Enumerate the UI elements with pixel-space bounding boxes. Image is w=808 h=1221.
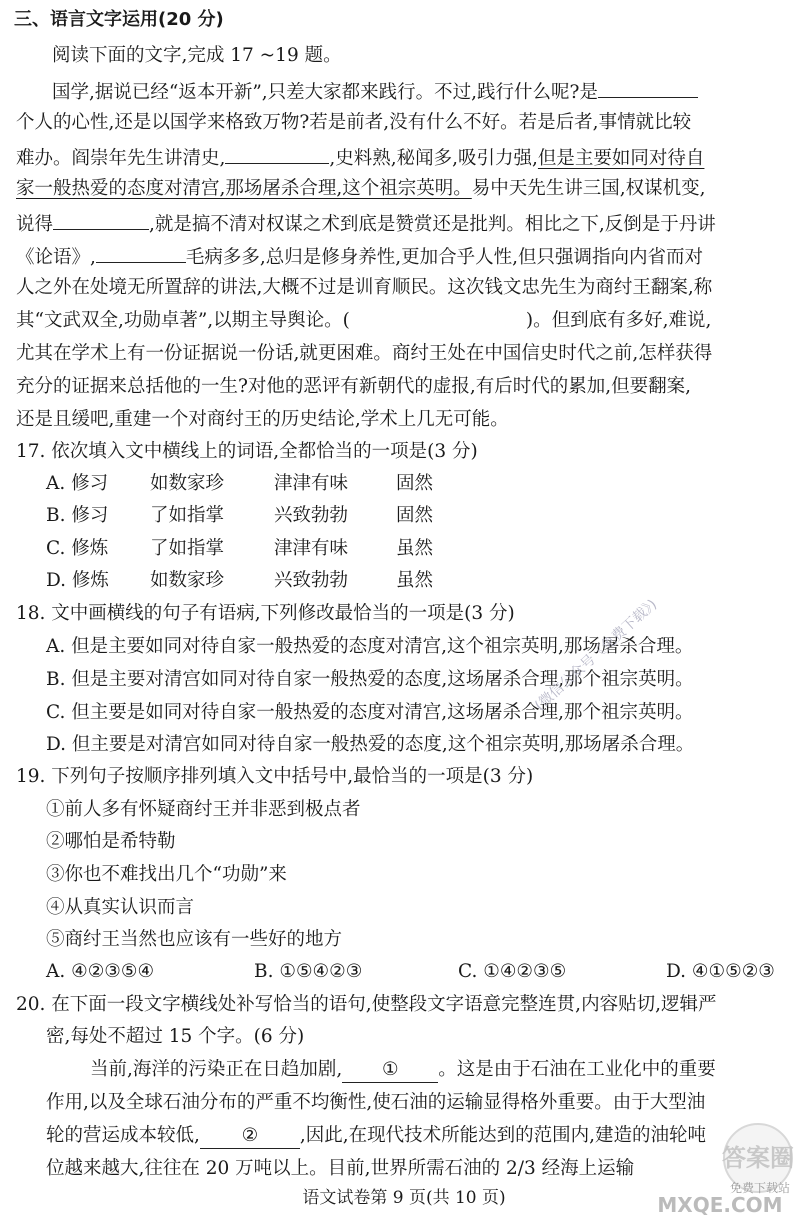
q19-option-d[interactable]: D. ④①⑤②③: [666, 961, 775, 982]
fill-blank: [53, 208, 149, 230]
passage-line: 难办。阎崇年先生讲清史, ,史料熟,秘闻多,吸引力强,但是主要如同对待自: [16, 142, 704, 170]
passage-line: 家一般热爱的态度对清宫,那场屠杀合理,这个祖宗英明。易中天先生讲三国,权谋机变,: [16, 178, 706, 199]
passage-line: 还是且缓吧,重建一个对商纣王的历史结论,学术上几无可能。: [16, 409, 509, 430]
q20-blank-2[interactable]: ②: [200, 1124, 300, 1149]
q20-passage-line: 位越来越大,往往在 20 万吨以上。目前,世界所需石油的 2/3 经海上运输: [46, 1158, 635, 1179]
site-logo: [640, 1118, 800, 1218]
q20-passage-line: 作用,以及全球石油分布的严重不均衡性,使石油的运输显得格外重要。由于大型油: [46, 1092, 706, 1113]
logo-title: 答案圈: [722, 1144, 794, 1172]
underlined-sentence: 但是主要如同对待自: [537, 148, 705, 169]
watermark-text: (微信公众号《免费下载》): [532, 596, 661, 715]
q19-sentence-5: ⑤商纣王当然也应该有一些好的地方: [46, 929, 343, 950]
q18-option-c[interactable]: C. 但主要是如同对待自家一般热爱的态度对清宫,这场屠杀合理,那个祖宗英明。: [46, 702, 694, 723]
passage-line: 人之外在处境无所置辞的讲法,大概不过是训育顺民。这次钱文忠先生为商纣王翻案,称: [16, 277, 713, 298]
q19-sentence-2: ②哪怕是希特勒: [46, 831, 176, 852]
q20-passage-line: 轮的营运成本较低, ② ,因此,在现代技术所能达到的范围内,建造的油轮吨: [46, 1122, 706, 1150]
passage-line: 其“文武双全,功勋卓著”,以期主导舆论。( )。但到底有多好,难说,: [16, 310, 712, 331]
passage-line: 说得 ,就是搞不清对权谋之术到底是赞赏还是批判。相比之下,反倒是于丹讲: [16, 208, 716, 236]
passage-line: 个人的心性,还是以国学来格致万物?若是前者,没有什么不好。若是后者,事情就比较: [16, 112, 692, 133]
passage-line: 国学,据说已经“返本开新”,只差大家都来践行。不过,践行什么呢?是: [52, 76, 698, 104]
passage-line: 尤其在学术上有一份证据说一份话,就更困难。商纣王处在中国信史时代之前,怎样获得: [16, 343, 713, 364]
question-17-stem: 17. 依次填入文中横线上的词语,全都恰当的一项是(3 分): [16, 441, 478, 462]
q19-sentence-3: ③你也不难找出几个“功勋”来: [46, 864, 287, 885]
question-20-stem-cont: 密,每处不超过 15 个字。(6 分): [46, 1026, 305, 1047]
passage-intro: 阅读下面的文字,完成 17 ~19 题。: [52, 45, 342, 66]
question-19-stem: 19. 下列句子按顺序排列填入文中括号中,最恰当的一项是(3 分): [16, 766, 534, 787]
underlined-sentence: 家一般热爱的态度对清宫,那场屠杀合理,这个祖宗英明。: [16, 178, 472, 199]
q18-option-a[interactable]: A. 但是主要如同对待自家一般热爱的态度对清宫,这个祖宗英明,那场屠杀合理。: [46, 636, 694, 657]
q18-option-b[interactable]: B. 但是主要对清宫如同对待自家一般热爱的态度,这场屠杀合理,那个祖宗英明。: [46, 669, 694, 690]
fill-blank: [96, 241, 186, 263]
q19-option-b[interactable]: B. ①⑤④②③: [254, 961, 363, 982]
q19-sentence-4: ④从真实认识而言: [46, 897, 195, 918]
q19-option-c[interactable]: C. ①④②③⑤: [458, 961, 567, 982]
page-footer: 语文试卷第 9 页(共 10 页): [302, 1188, 506, 1208]
fill-blank: [598, 76, 698, 98]
passage-line: 充分的证据来总括他的一生?对他的恶评有新朝代的虚报,有后时代的累加,但要翻案,: [16, 376, 692, 397]
passage-line: 《论语》, 毛病多多,总归是修身养性,更加合乎人性,但只强调指向内省而对: [16, 241, 703, 269]
q20-passage-line: 当前,海洋的污染正在日趋加剧, ① 。这是由于石油在工业化中的重要: [90, 1056, 716, 1084]
question-20-stem: 20. 在下面一段文字横线处补写恰当的语句,使整段文字语意完整连贯,内容贴切,逻辑严: [16, 994, 717, 1015]
section-title: 三、语言文字运用(20 分): [14, 9, 224, 30]
q19-option-a[interactable]: A. ④②③⑤④: [46, 961, 155, 982]
exam-page: 三、语言文字运用(20 分) 阅读下面的文字,完成 17 ~19 题。 国学,据说已经“返本开新”,只差大家都来践行。不过,践行什么呢?是 个人的心性,还是以国学来格致万物?若是前者,没有什么不好。若是后者,事情就比较 难办。阎崇年先生讲清史, ,史料熟,秘闻多,吸引力强,但是主要如同对待自 家一般热爱的态度对清宫,那场屠杀合理,这个祖宗英明。易中天先生讲三国,权谋机变, 说得 ,就是搞不清对权谋之术到底是赞赏还是批判。相比之下,反倒是于丹讲 《论语》, 毛病多多,总归是修身养性,更加合乎人性,但只强调指向内省而对 人之外在处境无所置辞的讲法,大概不过是训育顺民。这次钱文忠先生为商纣王翻案,称 其“文武双全,功勋卓著”,以期主导舆论。( )。但到底有多好,难说, 尤其在学术上有一份证据说一份话,就更困难。商纣王处在中国信史时代之前,怎样获得 充分的证据来总括他的一生?对他的恶评有新朝代的虚报,有后时代的累加,但要翻案, 还是且缓吧,重建一个对商纣王的历史结论,学术上几无可能。 17. 依次填入文中横线上的词语,全都恰当的一项是(3 分) A. 修习 如数家珍 津津有味 固然 B. 修习 了如指掌 兴致勃勃 固然 C. 修炼 了如指掌 津津有味 虽然 D. 修炼 如数家珍 兴致勃勃 虽然 18. 文中画横线的句子有语病,下列修改最恰当的一项是(3 分) A. 但是主要如同对待自家一般热爱的态度对清宫,这个祖宗英明,那场屠杀合理。 B. 但是主要对清宫如同对待自家一般热爱的态度,这场屠杀合理,那个祖宗英明。 C. 但主要是如同对待自家一般热爱的态度对清宫,这场屠杀合理,那个祖宗英明。 D. 但主要是对清宫如同对待自家一般热爱的态度,这个祖宗英明,那场屠杀合理。 19. 下列句子按顺序排列填入文中括号中,最恰当的一项是(3 分) ①前人多有怀疑商纣王并非恶到极点者 ②哪怕是希特勒 ③你也不难找出几个“功勋”来 ④从真实认识而言 ⑤商纣王当然也应该有一些好的地方 A. ④②③⑤④ B. ①⑤④②③ C. ①④②③⑤ D. ④①⑤②③ 20. 在下面一段文字横线处补写恰当的语句,使整段文字语意完整连贯,内容贴切,逻辑严 密,每处不超过 15 个字。(6 分) 当前,海洋的污染正在日趋加剧, ① 。这是由于石油在工业化中的重要 作用,以及全球石油分布的严重不均衡性,使石油的运输显得格外重要。由于大型油 轮的营运成本较低, ② ,因此,在现代技术所能达到的范围内,建造的油轮吨 位越来越大,往往在 20 万吨以上。目前,世界所需石油的 2/3 经海上运输 语文试卷第 9 页(共 10 页) (微信公众号《免费下载》) 答案圈 免费下载站 MXQE.COM: [0, 0, 808, 1221]
q20-blank-1[interactable]: ①: [342, 1058, 438, 1083]
q19-sentence-1: ①前人多有怀疑商纣王并非恶到极点者: [46, 799, 361, 820]
q18-option-d[interactable]: D. 但主要是对清宫如同对待自家一般热爱的态度,这个祖宗英明,那场屠杀合理。: [46, 734, 695, 755]
fill-blank: [225, 142, 329, 164]
question-18-stem: 18. 文中画横线的句子有语病,下列修改最恰当的一项是(3 分): [16, 603, 515, 624]
logo-domain: MXQE.COM: [657, 1193, 783, 1217]
logo-caption: 免费下载站: [729, 1181, 791, 1195]
